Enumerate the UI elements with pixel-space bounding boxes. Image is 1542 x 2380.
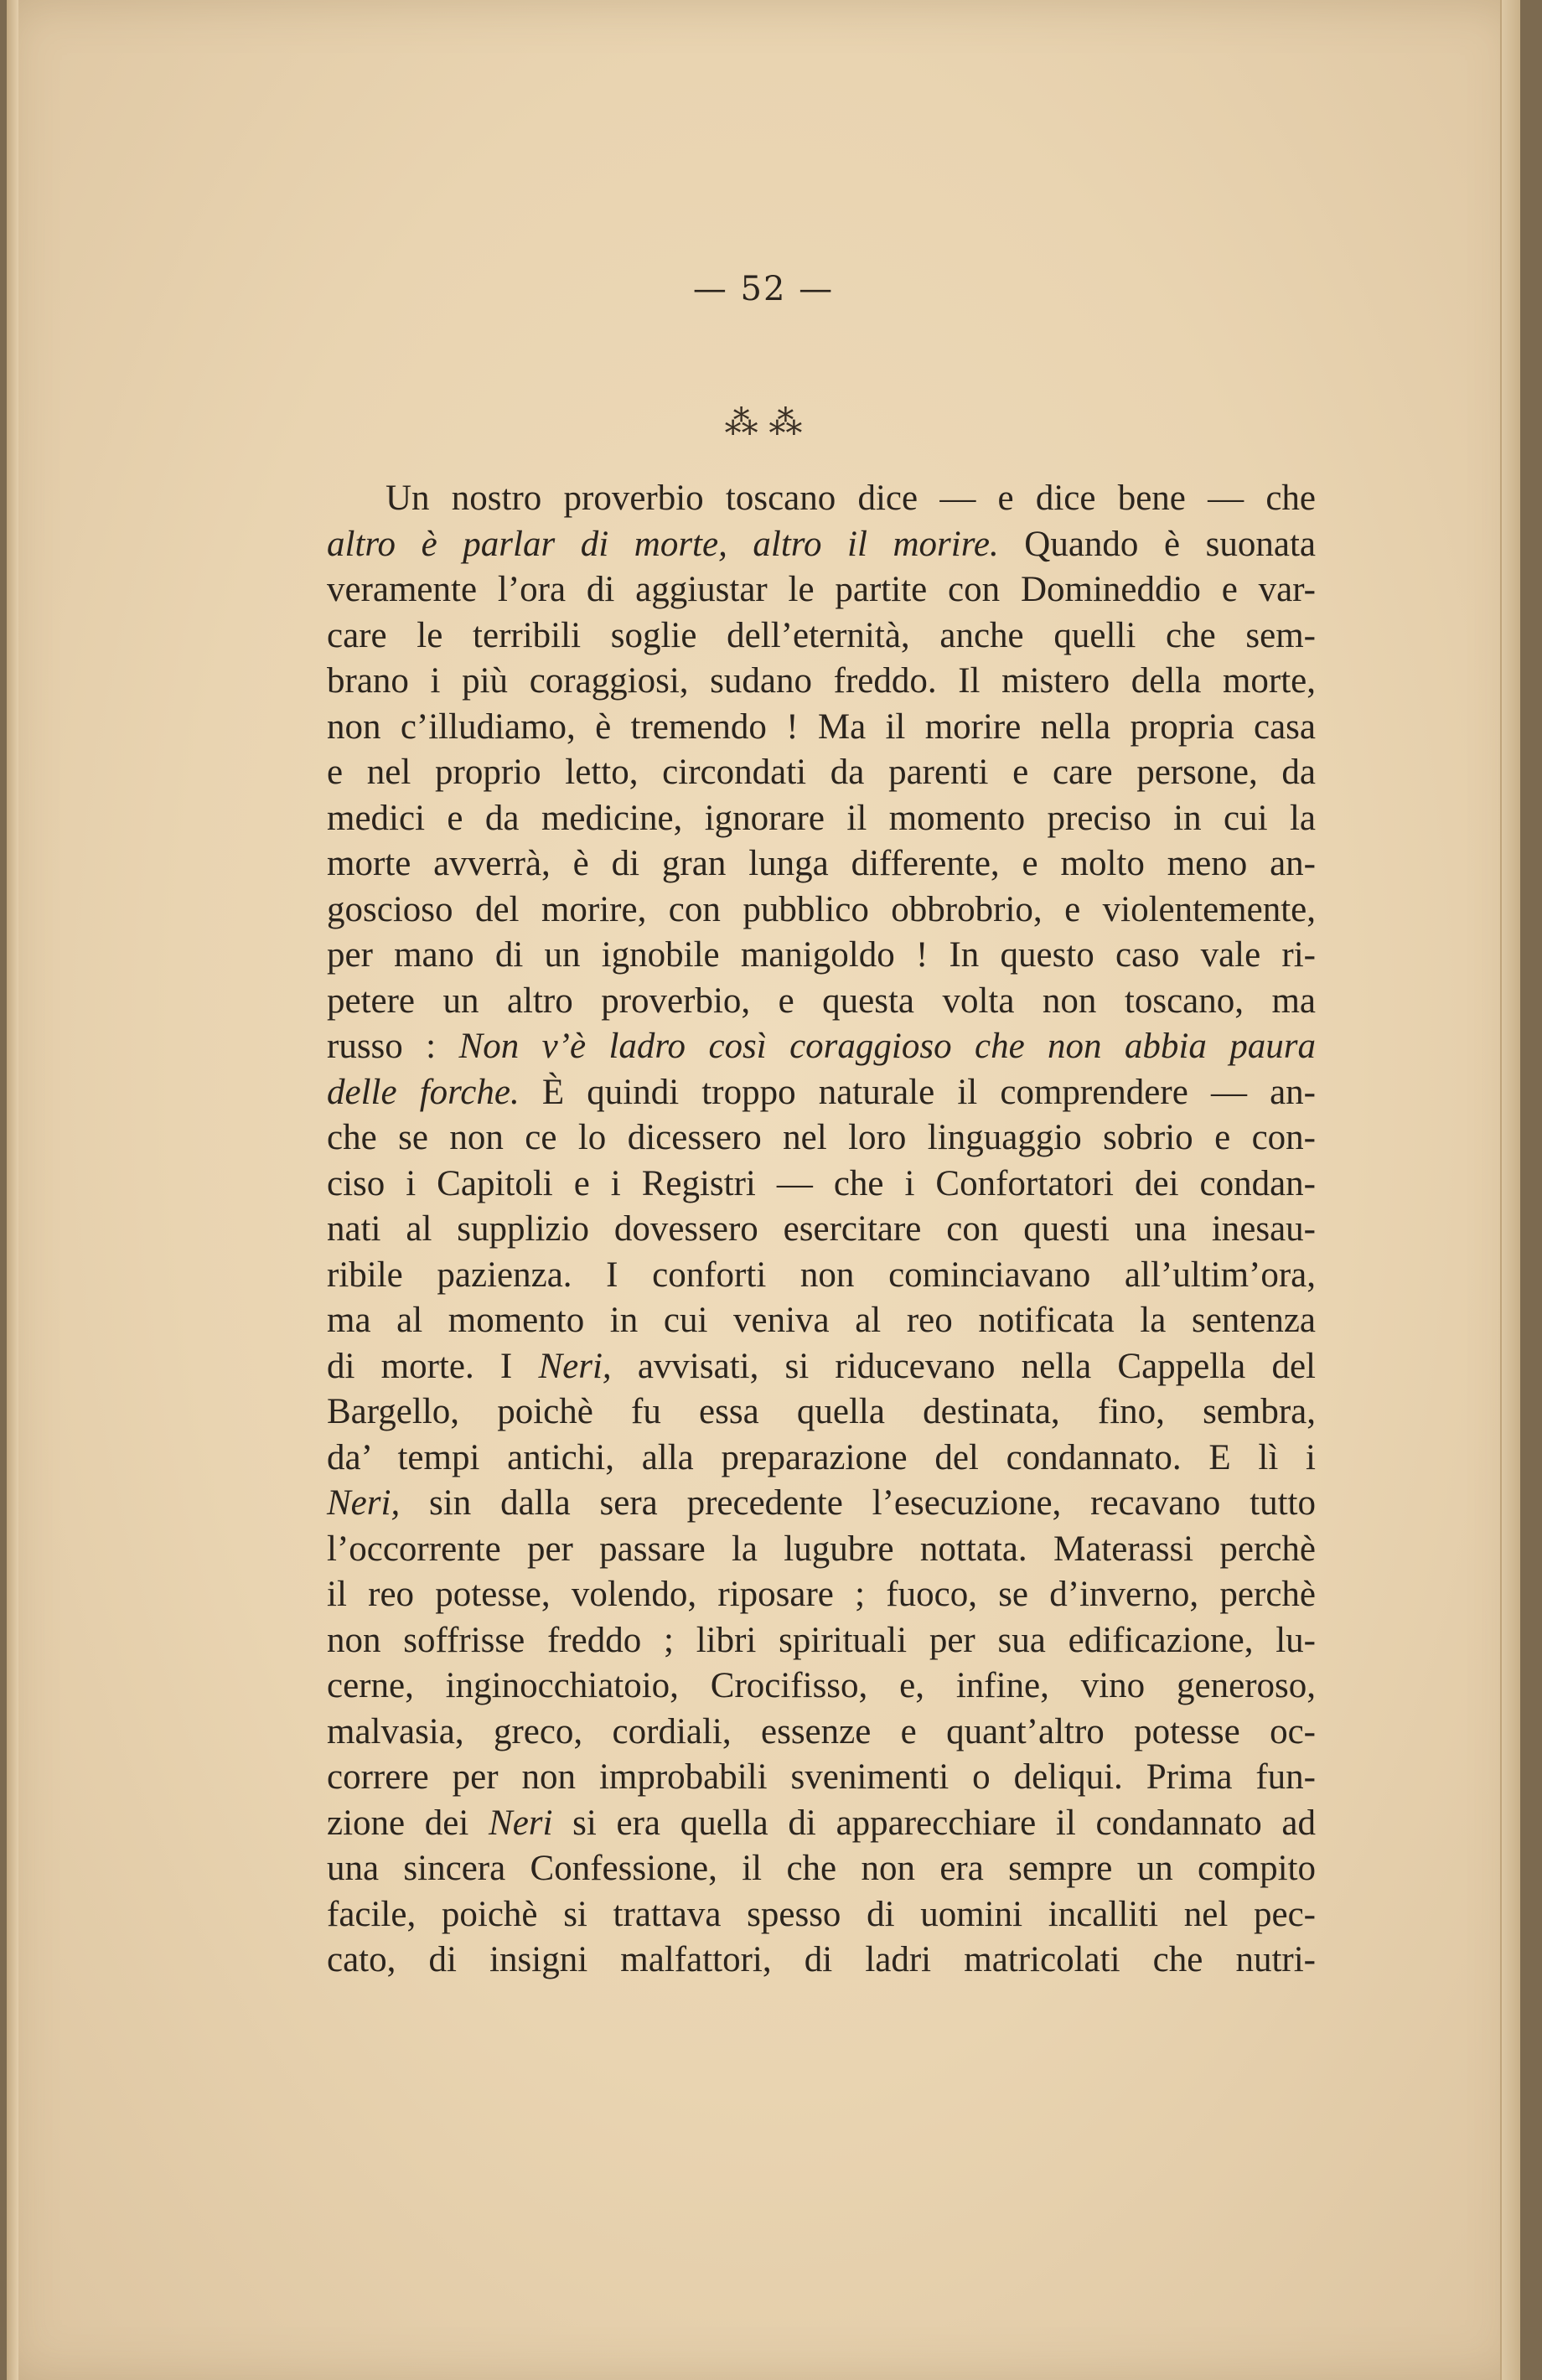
text-line [327, 1298, 1316, 1344]
italic-phrase: Neri, [327, 1483, 401, 1523]
text-segment: l’occorrente per passare la lugubre nottata. Materassi perchè [327, 1529, 1316, 1569]
text-line [327, 1344, 1316, 1390]
text-segment: ciso i Capitoli e i Registri — che i Confortatori dei condan- [327, 1163, 1316, 1203]
text-segment: di morte. I [327, 1346, 539, 1386]
page-gutter-shadow [7, 0, 18, 2380]
text-line [327, 750, 1316, 796]
text-segment: cerne, inginocchiatoio, Crocifisso, e, infine, vino generoso, [327, 1666, 1316, 1705]
text-line [327, 1481, 1316, 1527]
italic-phrase: Neri, [538, 1346, 612, 1386]
text-line [327, 1162, 1316, 1208]
text-line [327, 522, 1316, 568]
text-line [327, 1024, 1316, 1070]
text-segment: sin dalla sera precedente l’esecuzione, recavano tutto [400, 1483, 1316, 1523]
italic-phrase: altro è parlar di morte, altro il morire. [327, 524, 999, 564]
text-line [327, 659, 1316, 705]
text-line [327, 796, 1316, 842]
text-segment: brano i più coraggiosi, sudano freddo. Il mistero della morte, [327, 661, 1316, 701]
text-segment: Bargello, poichè fu essa quella destinata, fino, sembra, [327, 1392, 1316, 1431]
text-segment: petere un altro proverbio, e questa volta non toscano, ma [327, 980, 1316, 1021]
text-segment: ribile pazienza. I conforti non cominciavano all’ultim’ora, [327, 1255, 1316, 1295]
text-line [327, 1710, 1316, 1756]
text-segment: cato, di insigni malfattori, di ladri matricolati che nutri- [327, 1940, 1316, 1979]
text-line [327, 1253, 1316, 1299]
text-line [327, 933, 1316, 979]
page-edge [1500, 0, 1520, 2380]
text-line [327, 1618, 1316, 1664]
text-line [327, 1436, 1316, 1482]
text-segment: si era quella di apparecchiare il condannato ad [552, 1803, 1316, 1843]
text-line [327, 841, 1316, 887]
text-line [327, 567, 1316, 613]
text-segment: da’ tempi antichi, alla preparazione del condannato. E lì i [327, 1437, 1316, 1477]
text-segment: avvisati, si riducevano nella Cappella del [611, 1346, 1316, 1386]
ornament-divider: ⁂ ⁂ [724, 404, 803, 442]
text-segment: malvasia, greco, cordiali, essenze e quant’altro potesse oc- [327, 1711, 1316, 1751]
text-line [327, 887, 1316, 934]
text-segment: ma al momento in cui veniva al reo notificata la sentenza [327, 1301, 1316, 1340]
text-line [327, 1801, 1316, 1847]
text-segment: Un nostro proverbio toscano dice — e dice bene — che [386, 479, 1316, 518]
text-segment: non c’illudiamo, è tremendo ! Ma il morire nella propria casa [327, 706, 1316, 747]
text-line [327, 1389, 1316, 1436]
page-number: — 52 — [692, 270, 835, 308]
text-line [327, 1846, 1316, 1892]
text-segment: e nel proprio letto, circondati da parenti e care persone, da [327, 753, 1316, 792]
text-line [327, 1572, 1316, 1618]
text-line [327, 1663, 1316, 1710]
text-line [327, 979, 1316, 1025]
text-segment: nati al supplizio dovessero esercitare con questi una inesau- [327, 1209, 1316, 1249]
text-segment: il reo potesse, volendo, riposare ; fuoco, se d’inverno, perchè [327, 1575, 1316, 1614]
text-segment: goscioso del morire, con pubblico obbrobrio, e violentemente, [327, 889, 1316, 929]
text-segment: medici e da medicine, ignorare il momento preciso in cui la [327, 798, 1316, 838]
text-line [327, 1755, 1316, 1801]
text-line [327, 1070, 1316, 1116]
text-line [327, 1938, 1316, 1984]
text-segment: una sincera Confessione, il che non era sempre un compito [327, 1849, 1316, 1888]
text-segment: correre per non improbabili svenimenti o deliqui. Prima fun- [327, 1757, 1316, 1797]
text-segment: russo : [327, 1027, 459, 1066]
text-segment: che se non ce lo dicessero nel loro linguaggio sobrio e con- [327, 1118, 1316, 1157]
text-line [327, 476, 1316, 522]
text-line [327, 613, 1316, 660]
text-segment: facile, poichè si trattava spesso di uomini incalliti nel pec- [327, 1894, 1316, 1934]
text-line [327, 1527, 1316, 1573]
italic-phrase: delle forche. [327, 1072, 520, 1112]
body-text [327, 476, 1316, 1984]
text-segment: È quindi troppo naturale il comprendere — an- [519, 1072, 1316, 1112]
text-line [327, 1892, 1316, 1938]
text-segment: Quando è suonata [998, 524, 1316, 564]
text-segment: morte avverrà, è di gran lunga differente, e molto meno an- [327, 844, 1316, 883]
text-line [327, 705, 1316, 751]
italic-phrase: Neri [489, 1803, 553, 1843]
text-segment: care le terribili soglie dell’eternità, anche quelli che sem- [327, 615, 1316, 655]
text-segment: zione dei [327, 1803, 489, 1843]
italic-phrase: Non v’è ladro così coraggioso che non abbia paura [458, 1027, 1317, 1066]
text-segment: per mano di un ignobile manigoldo ! In questo caso vale ri- [327, 935, 1316, 975]
book-page [7, 0, 1520, 2380]
text-line [327, 1207, 1316, 1253]
text-segment: non soffrisse freddo ; libri spirituali per sua edificazione, lu- [327, 1620, 1316, 1660]
text-segment: veramente l’ora di aggiustar le partite con Domineddio e var- [327, 570, 1316, 609]
text-line [327, 1115, 1316, 1162]
